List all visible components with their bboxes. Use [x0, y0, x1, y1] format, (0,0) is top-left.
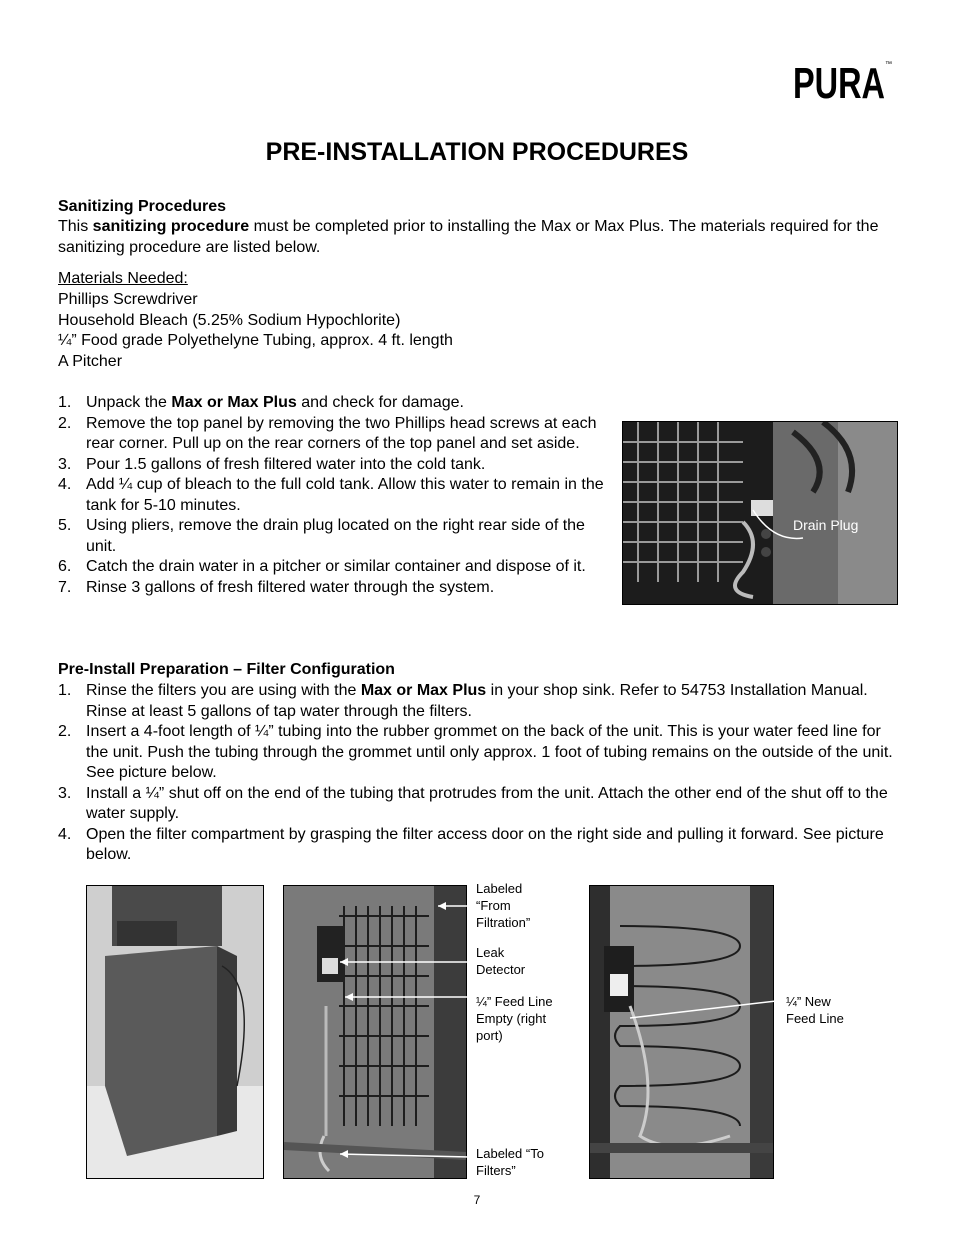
step-item: 1. Rinse the filters you are using with the Max or Max Plus in your shop sink. Refer to 54753 Installation Manual. Rinse at least 5 gallons of tap water through the filters. [58, 682, 868, 720]
step-item: 2. Insert a 4-foot length of ¼” tubing into the rubber grommet on the back of the unit. This is your water feed line for the unit. Push the tubing through the grommet until only approx. 1 foot of tubing remains on the outside of the unit. See picture below. [58, 723, 893, 781]
sanitizing-intro: This sanitizing procedure must be completed prior to installing the Max or Max Plus. The materials required for the sanitizing procedure are listed below. [58, 218, 879, 256]
preinstall-heading: Pre-Install Preparation – Filter Configuration [58, 661, 395, 678]
caption-new-feed-line: ¼” New Feed Line [786, 994, 844, 1026]
step-item: 4. Open the filter compartment by grasping the filter access door on the right side and pulling it forward. See picture below. [58, 825, 884, 863]
page-number: 7 [473, 1193, 481, 1207]
step-item: 1. Unpack the Max or Max Plus and check for damage. [58, 394, 464, 411]
step-item: 3. Pour 1.5 gallons of fresh filtered water into the cold tank. [58, 455, 486, 473]
material-item: Household Bleach (5.25% Sodium Hypochlorite) [58, 311, 401, 329]
caption-to-filters: Labeled “To Filters” [476, 1146, 544, 1178]
step-item: 7. Rinse 3 gallons of fresh filtered water through the system. [58, 578, 495, 596]
logo-text: PURA [793, 59, 885, 102]
step-item: 6. Catch the drain water in a pitcher or similar container and dispose of it. [58, 558, 586, 575]
sanitizing-heading: Sanitizing Procedures [58, 198, 227, 215]
caption-feed-line-empty: ¼” Feed Line Empty (right port) [476, 994, 553, 1043]
material-item: ¼” Food grade Polyethelyne Tubing, approx. 4 ft. length [58, 332, 453, 349]
materials-heading: Materials Needed: [58, 270, 188, 287]
caption-leak-detector: Leak Detector [476, 945, 526, 977]
step-item: 4. Add ¼ cup of bleach to the full cold tank. Allow this water to remain in the tank for 5-10 minutes. [58, 476, 604, 514]
step-item: 2. Remove the top panel by removing the two Phillips head screws at each rear corner. Pull up on the rear corners of the top panel and set aside. [58, 414, 597, 452]
trademark-symbol: ™ [885, 61, 892, 68]
step-item: 5. Using pliers, remove the drain plug located on the right rear side of the unit. [58, 517, 585, 555]
step-item: 3. Install a ¼” shut off on the end of the tubing that protrudes from the unit. Attach the other end of the shut off to the water supply. [58, 784, 888, 822]
drain-plug-label: Drain Plug [793, 517, 859, 533]
caption-from-filtration: Labeled “From Filtration” [476, 881, 531, 930]
material-item: Phillips Screwdriver [58, 291, 198, 308]
material-item: A Pitcher [58, 352, 123, 370]
page-title: PRE-INSTALLATION PROCEDURES [265, 138, 689, 166]
